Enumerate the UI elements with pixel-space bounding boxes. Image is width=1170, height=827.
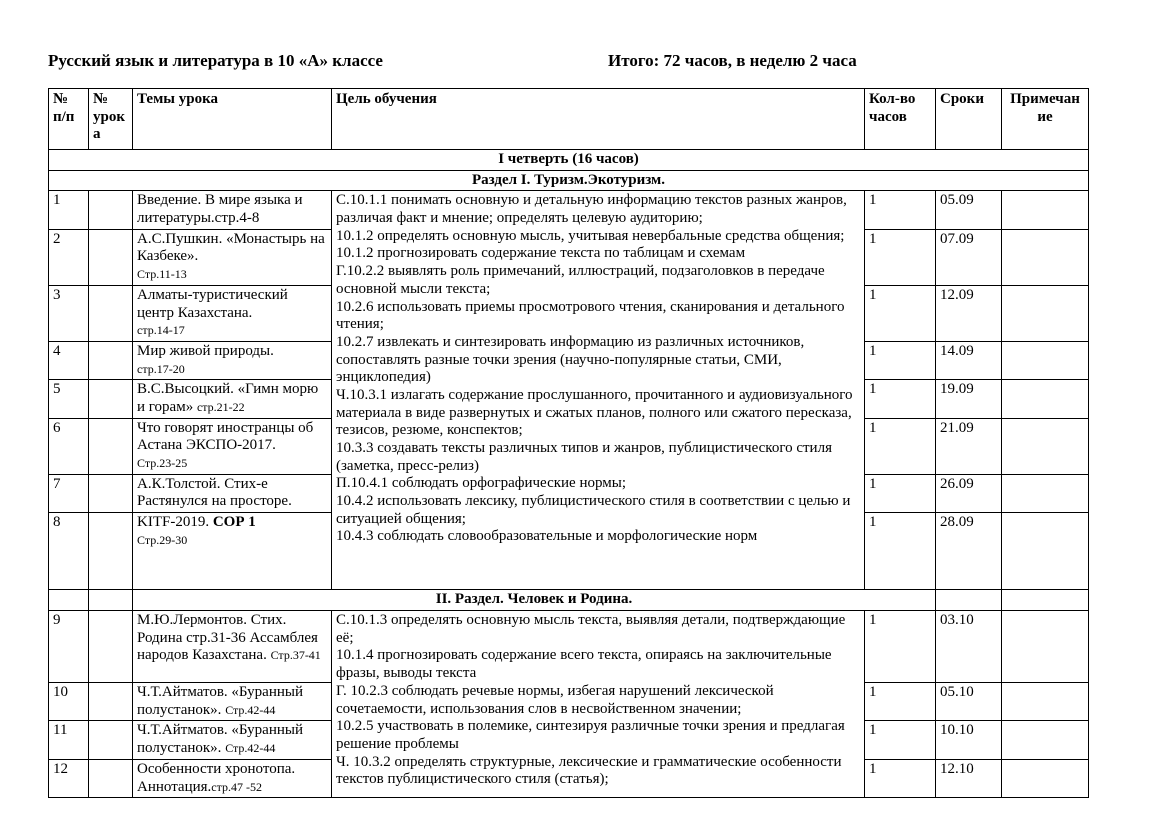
objective-line: 10.2.6 использовать приемы просмотрового чтения, сканирования и детального чтения; xyxy=(336,298,845,333)
lesson-number-cell xyxy=(89,721,133,759)
lesson-number-cell xyxy=(89,611,133,683)
date-cell: 28.09 xyxy=(936,513,1002,590)
date-cell: 21.09 xyxy=(936,418,1002,474)
col-header-row-number: № п/п xyxy=(49,89,89,150)
lesson-number-cell xyxy=(89,380,133,418)
note-cell xyxy=(1002,191,1089,229)
date-cell: 19.09 xyxy=(936,380,1002,418)
empty-cell xyxy=(1002,590,1089,611)
section-title-cell: I четверть (16 часов) xyxy=(49,150,1089,171)
theme-text-run: стр.47 -52 xyxy=(211,779,263,794)
theme-cell xyxy=(133,418,332,474)
objective-line: 10.2.7 извлекать и синтезировать информацию из различных источников, сопоставлять разные точки зрения (научно-популярные статьи, СМИ, энциклопедия) xyxy=(336,333,805,386)
date-cell: 14.09 xyxy=(936,341,1002,379)
hours-cell: 1 xyxy=(865,683,936,721)
objective-line: 10.4.3 соблюдать словообразовательные и морфологические норм xyxy=(336,528,758,545)
table-header-row xyxy=(49,89,1089,150)
theme-cell xyxy=(133,683,332,721)
row-number-cell: 9 xyxy=(49,611,89,683)
theme-text-run: В.С.Высоцкий. «Гимн морю и горам» xyxy=(137,381,319,415)
hours-cell: 1 xyxy=(865,191,936,229)
row-number-cell: 6 xyxy=(49,418,89,474)
theme-text-run: СОР 1 xyxy=(212,514,256,531)
note-cell xyxy=(1002,418,1089,474)
note-cell xyxy=(1002,380,1089,418)
date-cell: 12.09 xyxy=(936,285,1002,341)
theme-text-run: Что говорят иностранцы об Астана ЭКСПО-2017. xyxy=(137,419,314,454)
col-header-hours-count: Кол-во часов xyxy=(865,89,936,150)
row-number-cell: 5 xyxy=(49,380,89,418)
lesson-number-cell xyxy=(89,229,133,285)
theme-text-run: Стр.37-41 xyxy=(270,648,321,663)
lesson-row xyxy=(49,191,1089,229)
row-number-cell: 10 xyxy=(49,683,89,721)
theme-cell xyxy=(133,721,332,759)
section-title-cell: Раздел I. Туризм.Экотуризм. xyxy=(49,170,1089,191)
note-cell xyxy=(1002,229,1089,285)
curriculum-table xyxy=(48,88,1089,798)
objective-line: 10.3.3 создавать тексты различных типов и жанров, публицистического стиля (заметка, пресс-релиз) xyxy=(336,440,832,474)
objectives-cell xyxy=(332,611,865,798)
theme-text-run: Стр.23-25 xyxy=(137,456,188,470)
theme-text-run: Ч.Т.Айтматов. «Буранный полустанок». xyxy=(137,684,303,718)
hours-cell: 1 xyxy=(865,721,936,759)
hours-cell: 1 xyxy=(865,229,936,285)
theme-cell xyxy=(133,229,332,285)
objective-line: 10.2.5 участвовать в полемике, синтезируя различные точки зрения и предлагая решение проблемы xyxy=(336,718,845,752)
row-number-cell: 3 xyxy=(49,285,89,341)
theme-text-run: KITF-2019. xyxy=(137,514,213,531)
row-number-cell: 11 xyxy=(49,721,89,759)
row-number-cell: 2 xyxy=(49,229,89,285)
date-cell: 03.10 xyxy=(936,611,1002,683)
document-header xyxy=(48,50,1134,71)
date-cell: 26.09 xyxy=(936,474,1002,512)
hours-cell: 1 xyxy=(865,759,936,797)
theme-text-run: Стр.11-13 xyxy=(137,267,187,282)
hours-cell: 1 xyxy=(865,380,936,418)
row-number-cell: 1 xyxy=(49,191,89,229)
date-cell: 10.10 xyxy=(936,721,1002,759)
note-cell xyxy=(1002,611,1089,683)
empty-cell xyxy=(89,590,133,611)
theme-cell xyxy=(133,380,332,418)
note-cell xyxy=(1002,513,1089,590)
empty-cell xyxy=(49,590,89,611)
objective-line: С.10.1.1 понимать основную и детальную информацию текстов разных жанров, различая факт и мнение; определять целевую аудиторию; xyxy=(336,192,847,227)
objective-line: 10.4.2 использовать лексику, публицистического стиля в соответствии с целью и ситуацией общения; xyxy=(336,493,851,527)
theme-text-run: Мир живой природы. xyxy=(137,342,274,359)
objective-line: С.10.1.3 определять основную мысль текста, выявляя детали, подтверждающие её; xyxy=(336,612,846,646)
date-cell: 12.10 xyxy=(936,759,1002,797)
theme-cell xyxy=(133,513,332,590)
theme-text-run: стр.21-22 xyxy=(196,399,245,414)
theme-text-run: А.К.Толстой. Стих-е Растянулся на просторе. xyxy=(137,475,292,510)
lesson-number-cell xyxy=(89,191,133,229)
hours-cell: 1 xyxy=(865,513,936,590)
note-cell xyxy=(1002,474,1089,512)
note-cell xyxy=(1002,285,1089,341)
hours-cell: 1 xyxy=(865,418,936,474)
col-header-lesson-topics: Темы урока xyxy=(133,89,332,150)
note-cell xyxy=(1002,683,1089,721)
objective-line: 10.1.2 определять основную мысль, учитывая невербальные средства общения; xyxy=(336,227,845,244)
date-cell: 05.10 xyxy=(936,683,1002,721)
theme-text-run: А.С.Пушкин. «Монастырь на Казбеке». xyxy=(137,230,325,265)
lesson-number-cell xyxy=(89,513,133,590)
row-number-cell: 4 xyxy=(49,341,89,379)
row-number-cell: 7 xyxy=(49,474,89,512)
theme-text-run: Особенности хронотопа. Аннотация. xyxy=(137,760,296,795)
row-number-cell: 8 xyxy=(49,513,89,590)
objective-line: Ч. 10.3.2 определять структурные, лексические и грамматические особенности текстов публицистического стиля (статья); xyxy=(336,753,842,788)
page-title: Русский язык и литература в 10 «А» классе xyxy=(48,51,383,70)
theme-text-run: Алматы-туристический центр Казахстана. xyxy=(137,286,288,321)
objective-line: Г. 10.2.3 соблюдать речевые нормы, избегая нарушений лексической сочетаемости, использования слов в несвойственном значении; xyxy=(336,682,774,717)
lesson-number-cell xyxy=(89,683,133,721)
lesson-number-cell xyxy=(89,418,133,474)
date-cell: 07.09 xyxy=(936,229,1002,285)
hours-cell: 1 xyxy=(865,285,936,341)
section-row xyxy=(49,590,1089,611)
theme-text-run: стр.17-20 xyxy=(137,361,185,376)
theme-text-run: Стр.42-44 xyxy=(225,702,276,717)
date-cell: 05.09 xyxy=(936,191,1002,229)
row-number-cell: 12 xyxy=(49,759,89,797)
lesson-number-cell xyxy=(89,341,133,379)
note-cell xyxy=(1002,341,1089,379)
lesson-number-cell xyxy=(89,759,133,797)
theme-cell xyxy=(133,341,332,379)
note-cell xyxy=(1002,759,1089,797)
theme-text-run: Введение. В мире языка и литературы.стр.4-8 xyxy=(137,192,303,227)
empty-cell xyxy=(936,590,1002,611)
theme-cell xyxy=(133,759,332,797)
col-header-dates: Сроки xyxy=(936,89,1002,150)
theme-text-run: стр.14-17 xyxy=(137,323,185,338)
objective-line: Г.10.2.2 выявлять роль примечаний, иллюстраций, подзаголовков в передаче основной мысли текста; xyxy=(336,263,825,297)
theme-cell xyxy=(133,611,332,683)
section-row xyxy=(49,170,1089,191)
hours-cell: 1 xyxy=(865,341,936,379)
theme-text-run: М.Ю.Лермонтов. Стих. Родина стр.31-36 Ассамблея народов Казахстана. xyxy=(137,612,318,664)
theme-cell xyxy=(133,191,332,229)
theme-text-run: Ч.Т.Айтматов. «Буранный полустанок». xyxy=(137,722,303,757)
col-header-learning-goal: Цель обучения xyxy=(332,89,865,150)
objective-line: Ч.10.3.1 излагать содержание прослушанного, прочитанного и аудиовизуального материала в виде развернутых и сжатых планов, полного или сжатого пересказа, тезисов, резюме, конспектов; xyxy=(336,386,853,439)
hours-cell: 1 xyxy=(865,611,936,683)
objective-line: 10.1.4 прогнозировать содержание всего текста, опираясь на заключительные фразы, выводы текста xyxy=(336,647,832,682)
objectives-cell xyxy=(332,191,865,590)
section-row xyxy=(49,150,1089,171)
section-title-cell: II. Раздел. Человек и Родина. xyxy=(133,590,936,611)
objective-line: 10.1.2 прогнозировать содержание текста по таблицам и схемам xyxy=(336,245,746,262)
lesson-number-cell xyxy=(89,285,133,341)
theme-cell xyxy=(133,285,332,341)
hours-cell: 1 xyxy=(865,474,936,512)
theme-cell xyxy=(133,474,332,512)
lesson-number-cell xyxy=(89,474,133,512)
curriculum-table-body xyxy=(49,150,1089,798)
objective-line: П.10.4.1 соблюдать орфографические нормы; xyxy=(336,475,626,492)
lesson-row xyxy=(49,611,1089,683)
theme-text-run: Стр.29-30 xyxy=(137,532,188,547)
col-header-notes: Примечание xyxy=(1002,89,1089,150)
theme-text-run: Стр.42-44 xyxy=(225,741,276,756)
total-hours-label: Итого: 72 часов, в неделю 2 часа xyxy=(608,51,857,70)
note-cell xyxy=(1002,721,1089,759)
col-header-lesson-number: № урока xyxy=(89,89,133,150)
